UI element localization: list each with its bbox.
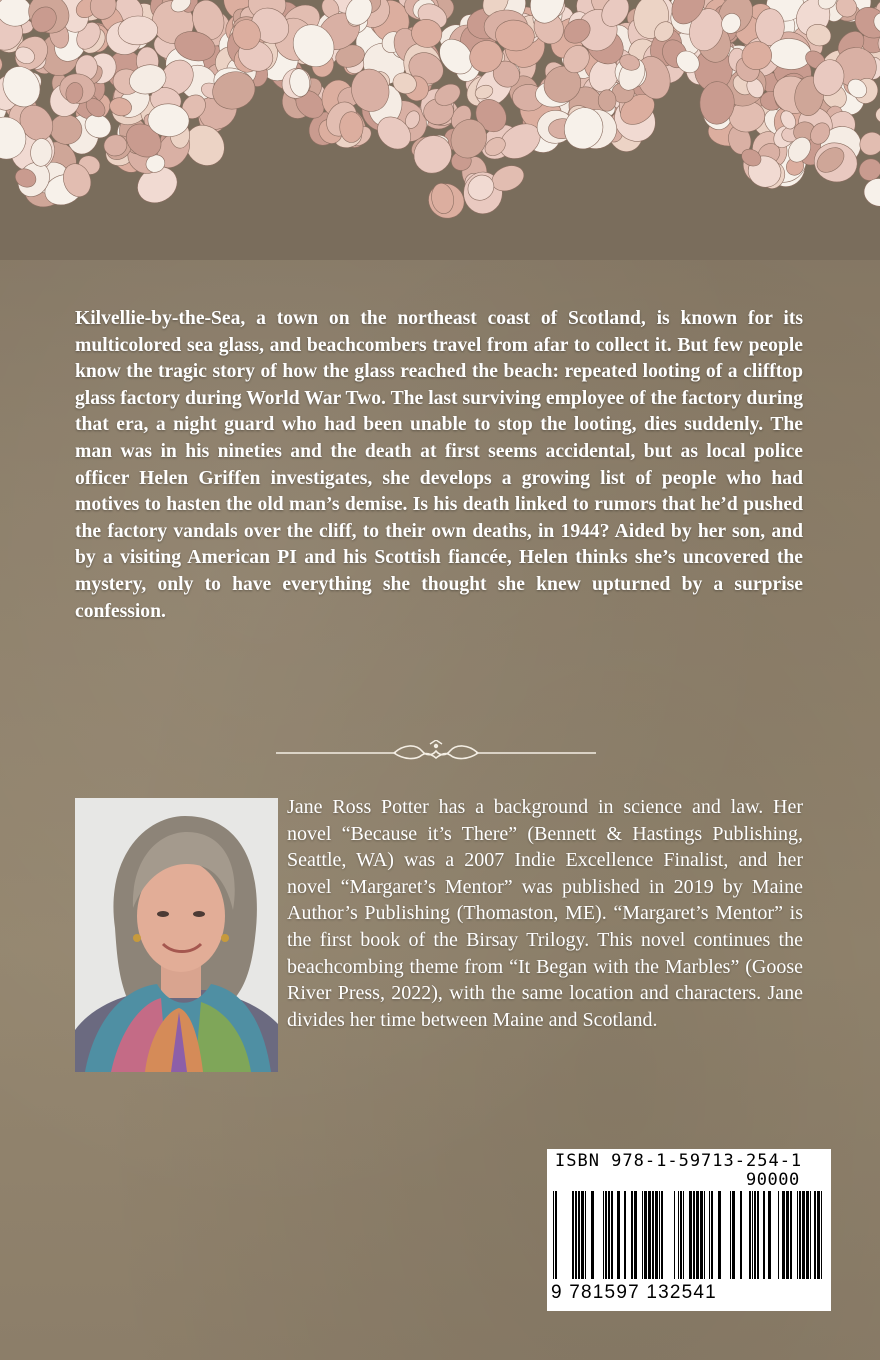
barcode-bar bbox=[810, 1191, 811, 1279]
barcode-bar bbox=[730, 1191, 731, 1279]
book-blurb: Kilvellie-by-the-Sea, a town on the northeast coast of Scotland, is known for its multicolored sea glass, and beachcombers travel from afar to collect it. But few people know the tragic story of how the glass reached the beach: repeated looting of a clifftop glass factory during World War Two. The last surviving employee of the factory during that era, a night guard who had been unable to stop the looting, dies suddenly. The man was in his nineties and the death at first seems accidental, but as local police officer Helen Griffen investigates, she develops a growing list of people who had motives to hasten the old man’s demise. Is his death linked to rumors that he’d pushed the factory vandals over the cliff, to their own deaths, in 1944? Aided by her son, and by a visiting American PI and his Scottish fiancée, Helen thinks she’s uncovered the mystery, only to have everything she thought she knew upturned by a surprise confession. bbox=[75, 308, 803, 622]
barcode-bar bbox=[581, 1191, 584, 1279]
barcode-bar bbox=[782, 1191, 785, 1279]
seashells-illustration bbox=[0, 0, 880, 260]
price-code: 90000 bbox=[746, 1170, 800, 1190]
barcode-bar bbox=[617, 1191, 620, 1279]
barcode-bar bbox=[790, 1191, 792, 1279]
isbn-label: ISBN 978-1-59713-254-1 bbox=[555, 1151, 803, 1171]
barcode-bar bbox=[763, 1191, 765, 1279]
barcode-bar bbox=[578, 1191, 580, 1279]
barcode-bar bbox=[603, 1191, 604, 1279]
isbn-barcode bbox=[547, 1149, 831, 1311]
seashell-header-image bbox=[0, 0, 880, 260]
barcode-bar bbox=[700, 1191, 703, 1279]
barcode-bar bbox=[648, 1191, 651, 1279]
barcode-bar bbox=[718, 1191, 721, 1279]
barcode-bar bbox=[799, 1191, 801, 1279]
flourish-divider-icon bbox=[276, 740, 596, 766]
barcode-bar bbox=[693, 1191, 695, 1279]
barcode-bar bbox=[659, 1191, 660, 1279]
barcode-bar bbox=[642, 1191, 643, 1279]
barcode-bar bbox=[806, 1191, 809, 1279]
barcode-bar bbox=[624, 1191, 626, 1279]
barcode-bar bbox=[709, 1191, 710, 1279]
barcode-bar bbox=[555, 1191, 557, 1279]
barcode-bar bbox=[611, 1191, 613, 1279]
barcode-bar bbox=[768, 1191, 771, 1279]
barcode-bar bbox=[797, 1191, 798, 1279]
barcode-bars bbox=[553, 1191, 827, 1285]
barcode-bar bbox=[711, 1191, 713, 1279]
barcode-bar bbox=[778, 1191, 779, 1279]
barcode-bar bbox=[661, 1191, 663, 1279]
barcode-bar bbox=[740, 1191, 742, 1279]
barcode-bar bbox=[572, 1191, 574, 1279]
barcode-bar bbox=[655, 1191, 658, 1279]
barcode-bar bbox=[585, 1191, 586, 1279]
barcode-bar bbox=[678, 1191, 679, 1279]
barcode-bar bbox=[683, 1191, 684, 1279]
barcode-bar bbox=[749, 1191, 751, 1279]
seashell bbox=[598, 89, 617, 111]
barcode-bar bbox=[644, 1191, 647, 1279]
barcode-bar bbox=[680, 1191, 682, 1279]
barcode-bar bbox=[634, 1191, 637, 1279]
barcode-bar bbox=[821, 1191, 822, 1279]
ean-digits: 9 781597 132541 bbox=[551, 1282, 717, 1303]
barcode-bar bbox=[802, 1191, 805, 1279]
barcode-bar bbox=[817, 1191, 820, 1279]
barcode-bar bbox=[752, 1191, 753, 1279]
barcode-bar bbox=[814, 1191, 816, 1279]
barcode-bar bbox=[652, 1191, 654, 1279]
barcode-bar bbox=[757, 1191, 759, 1279]
barcode-bar bbox=[605, 1191, 607, 1279]
barcode-bar bbox=[575, 1191, 577, 1279]
barcode-bar bbox=[674, 1191, 675, 1279]
barcode-bar bbox=[696, 1191, 699, 1279]
barcode-bar bbox=[631, 1191, 633, 1279]
author-photo bbox=[75, 798, 278, 1072]
author-bio: Jane Ross Potter has a background in science and law. Her novel “Because it’s There” (Bennett & Hastings Publishing, Seattle, WA) was a 2007 Indie Excellence Finalist, and her novel “Margaret’s Mentor” was published in 2019 by Maine Author’s Publishing (Thomaston, ME). “Margaret’s Mentor” is the first book of the Birsay Trilogy. This novel continues the beachcombing theme from “It Began with the Marbles” (Goose River Press, 2022), with the same location and characters. Jane divides her time between Maine and Scotland. bbox=[287, 796, 803, 1031]
barcode-bar bbox=[553, 1191, 554, 1279]
barcode-bar bbox=[732, 1191, 735, 1279]
barcode-bar bbox=[689, 1191, 692, 1279]
barcode-bar bbox=[786, 1191, 789, 1279]
barcode-bar bbox=[591, 1191, 594, 1279]
barcode-bar bbox=[608, 1191, 610, 1279]
seashell bbox=[339, 111, 363, 142]
barcode-bar bbox=[704, 1191, 705, 1279]
barcode-bar bbox=[754, 1191, 756, 1279]
